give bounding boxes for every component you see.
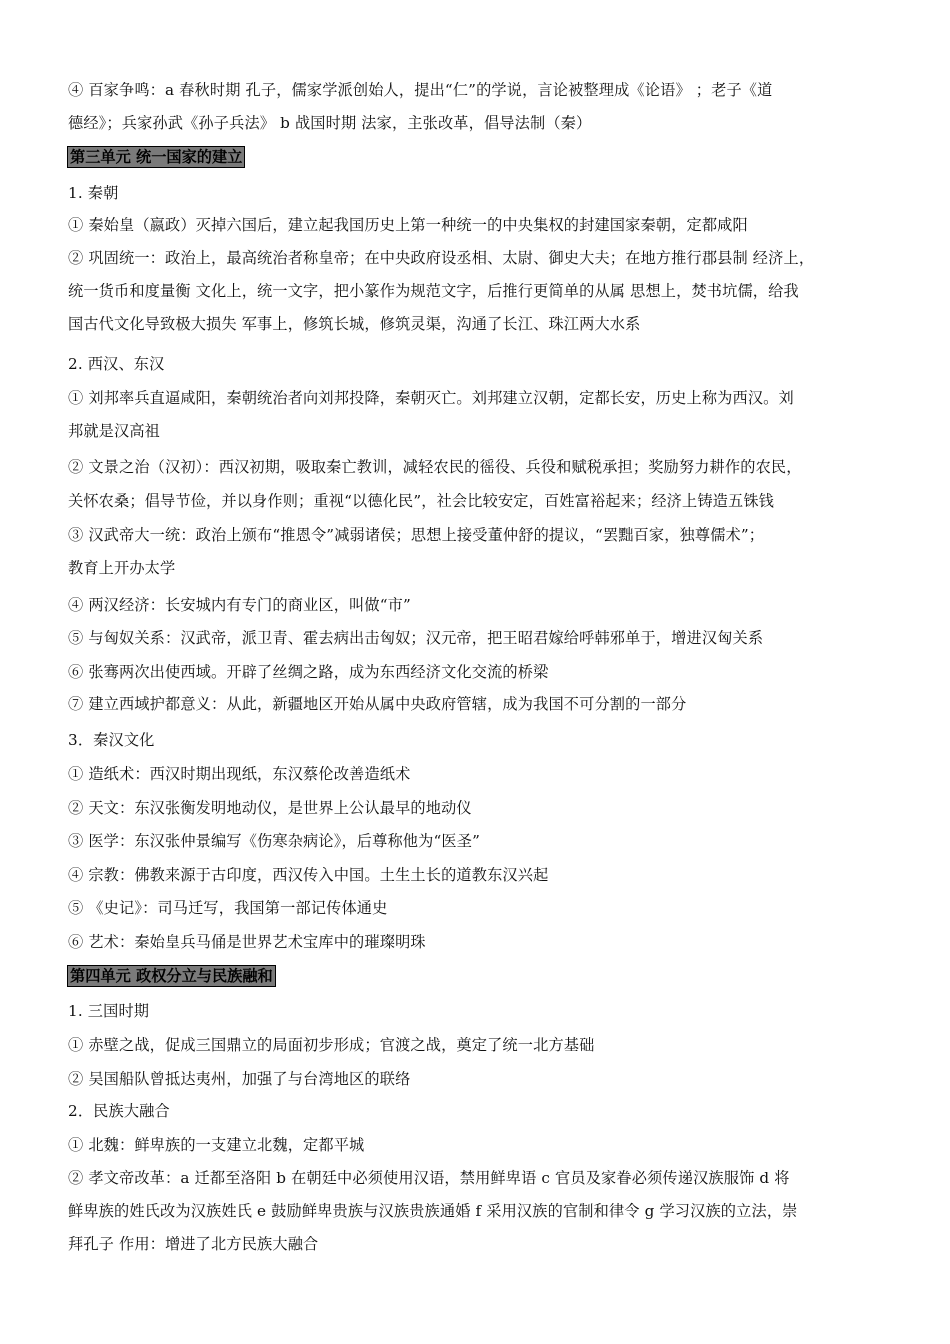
text-line: 统一货币和度量衡 文化上，统一文字，把小篆作为规范文字，后推行更简单的从属 思想上，焚书坑儒，给我 bbox=[68, 282, 799, 300]
text-line: ⑤ 与匈奴关系：汉武帝，派卫青、霍去病出击匈奴；汉元帝，把王昭君嫁给呼韩邪单于，增进汉匈关系 bbox=[68, 629, 764, 647]
text-line: 德经》；兵家孙武《孙子兵法》 b 战国时期 法家，主张改革，倡导法制（秦） bbox=[68, 114, 592, 132]
text-line: 国古代文化导致极大损失 军事上，修筑长城，修筑灵渠，沟通了长江、珠江两大水系 bbox=[68, 315, 641, 333]
text-line: 3．秦汉文化 bbox=[68, 731, 155, 749]
text-line: ① 赤壁之战，促成三国鼎立的局面初步形成；官渡之战，奠定了统一北方基础 bbox=[68, 1036, 595, 1054]
text-line: ⑦ 建立西域护都意义：从此，新疆地区开始从属中央政府管辖，成为我国不可分割的一部分 bbox=[68, 695, 687, 713]
text-line: ① 刘邦率兵直逼咸阳，秦朝统治者向刘邦投降，秦朝灭亡。刘邦建立汉朝，定都长安，历史上称为西汉。刘 bbox=[68, 389, 794, 407]
text-line: ① 秦始皇（嬴政）灭掉六国后，建立起我国历史上第一种统一的中央集权的封建国家秦朝，定都咸阳 bbox=[68, 216, 748, 234]
section-heading: 第四单元 政权分立与民族融和 bbox=[67, 965, 276, 987]
text-line: ① 造纸术：西汉时期出现纸，东汉蔡伦改善造纸术 bbox=[68, 765, 411, 783]
text-line: ① 北魏：鲜卑族的一支建立北魏，定都平城 bbox=[68, 1136, 365, 1154]
text-line: ④ 宗教：佛教来源于古印度，西汉传入中国。土生土长的道教东汉兴起 bbox=[68, 866, 549, 884]
text-line: ③ 医学：东汉张仲景编写《伤寒杂病论》，后尊称他为“医圣” bbox=[68, 832, 480, 850]
text-line: ② 天文：东汉张衡发明地动仪，是世界上公认最早的地动仪 bbox=[68, 799, 472, 817]
text-line: 1. 秦朝 bbox=[68, 184, 119, 202]
text-line: 2．民族大融合 bbox=[68, 1102, 170, 1120]
text-line: ② 文景之治（汉初）：西汉初期，吸取秦亡教训，减轻农民的徭役、兵役和赋税承担；奖励努力耕作的农民， bbox=[68, 458, 802, 476]
text-line: ⑤ 《史记》：司马迁写，我国第一部记传体通史 bbox=[68, 899, 388, 917]
section-heading: 第三单元 统一国家的建立 bbox=[67, 146, 245, 168]
text-line: ⑥ 艺术：秦始皇兵马俑是世界艺术宝库中的璀璨明珠 bbox=[68, 933, 426, 951]
text-line: 2. 西汉、东汉 bbox=[68, 355, 165, 373]
text-line: 邦就是汉高祖 bbox=[68, 422, 161, 440]
text-line: ② 孝文帝改革：a 迁都至洛阳 b 在朝廷中必须使用汉语，禁用鲜卑语 c 官员及家眷必须传递汉族服饰 d 将 bbox=[68, 1169, 790, 1187]
text-line: ④ 百家争鸣：a 春秋时期 孔子，儒家学派创始人，提出“仁”的学说，言论被整理成《论语》 ；老子《道 bbox=[68, 81, 773, 99]
text-line: 拜孔子 作用：增进了北方民族大融合 bbox=[68, 1235, 319, 1253]
text-line: 教育上开办太学 bbox=[68, 559, 176, 577]
text-line: 关怀农桑；倡导节俭，并以身作则；重视“以德化民”，社会比较安定，百姓富裕起来；经济上铸造五铢钱 bbox=[68, 492, 775, 510]
text-line: 鲜卑族的姓氏改为汉族姓氏 e 鼓励鲜卑贵族与汉族贵族通婚 f 采用汉族的官制和律令 g 学习汉族的立法，崇 bbox=[68, 1202, 798, 1220]
text-line: ② 吴国船队曾抵达夷州，加强了与台湾地区的联络 bbox=[68, 1070, 411, 1088]
text-line: ⑥ 张骞两次出使西域。开辟了丝绸之路，成为东西经济文化交流的桥梁 bbox=[68, 663, 549, 681]
text-line: ④ 两汉经济：长安城内有专门的商业区，叫做“市” bbox=[68, 596, 411, 614]
text-line: ② 巩固统一：政治上，最高统治者称皇帝；在中央政府设丞相、太尉、御史大夫；在地方推行郡县制 经济上， bbox=[68, 249, 815, 267]
text-line: 1. 三国时期 bbox=[68, 1002, 150, 1020]
text-line: ③ 汉武帝大一统：政治上颁布“推恩令”减弱诸侯；思想上接受董仲舒的提议，“罢黜百家，独尊儒术”； bbox=[68, 526, 765, 544]
